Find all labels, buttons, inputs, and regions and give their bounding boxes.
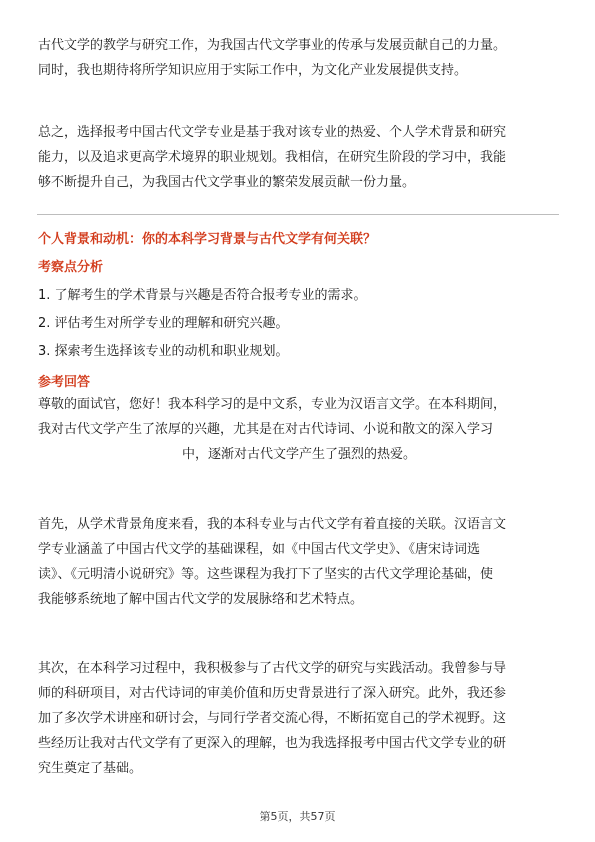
text-line: 总之，选择报考中国古代文学专业是基于我对该专业的热爱、个人学术背景和研究	[38, 125, 507, 140]
text-line: 中，逐渐对古代文学产生了强烈的热爱。	[181, 447, 416, 462]
text-line: 够不断提升自己，为我国古代文学事业的繁荣发展贡献一份力量。	[38, 175, 416, 190]
text-line: 尊敬的面试官，您好！我本科学习的是中文系，专业为汉语言文学。在本科期间，	[38, 397, 507, 412]
text-line: 我能够系统地了解中国古代文学的发展脉络和艺术特点。	[38, 592, 364, 607]
analysis-point: 3. 探索考生选择该专业的动机和职业规划。	[38, 344, 289, 359]
analysis-point: 2. 评估考生对所学专业的理解和研究兴趣。	[38, 316, 289, 331]
text-line: 读》、《元明清小说研究》等。这些课程为我打下了坚实的古代文学理论基础，使	[38, 567, 494, 582]
text-line: 能力，以及追求更高学术境界的职业规划。我相信，在研究生阶段的学习中，我能	[38, 150, 507, 165]
answer-paragraph	[38, 392, 560, 467]
text-line: 其次，在本科学习过程中，我积极参与了古代文学的研究与实践活动。我曾参与导	[38, 661, 507, 676]
text-line: 同时，我也期待将所学知识应用于实际工作中，为文化产业发展提供支持。	[38, 63, 468, 78]
intro-paragraph	[38, 33, 560, 83]
question-heading: 个人背景和动机：你的本科学习背景与古代文学有何关联？	[38, 232, 377, 247]
section-divider	[37, 214, 559, 215]
text-line: 我对古代文学产生了浓厚的兴趣，尤其是在对古代诗词、小说和散文的深入学习	[38, 422, 494, 437]
text-line: 古代文学的教学与研究工作，为我国古代文学事业的传承与发展贡献自己的力量。	[38, 38, 507, 53]
analysis-point: 1. 了解考生的学术背景与兴趣是否符合报考专业的需求。	[38, 288, 367, 303]
text-line: 首先，从学术背景角度来看，我的本科专业与古代文学有着直接的关联。汉语言文	[38, 517, 507, 532]
text-line: 加了多次学术讲座和研讨会，与同行学者交流心得，不断拓宽自己的学术视野。这	[38, 711, 507, 726]
answer-paragraph	[38, 512, 560, 612]
text-line: 师的科研项目，对古代诗词的审美价值和历史背景进行了深入研究。此外，我还参	[38, 686, 507, 701]
text-line: 究生奠定了基础。	[38, 761, 143, 776]
answer-heading: 参考回答	[38, 375, 91, 390]
intro-paragraph	[38, 120, 560, 195]
text-line: 学专业涵盖了中国古代文学的基础课程，如《中国古代文学史》、《唐宋诗词选	[38, 542, 481, 557]
text-line: 些经历让我对古代文学有了更深入的理解，也为我选择报考中国古代文学专业的研	[38, 736, 507, 751]
answer-paragraph	[38, 656, 560, 781]
analysis-heading: 考察点分析	[38, 260, 104, 275]
page-number: 第5页，共57页	[259, 810, 336, 823]
